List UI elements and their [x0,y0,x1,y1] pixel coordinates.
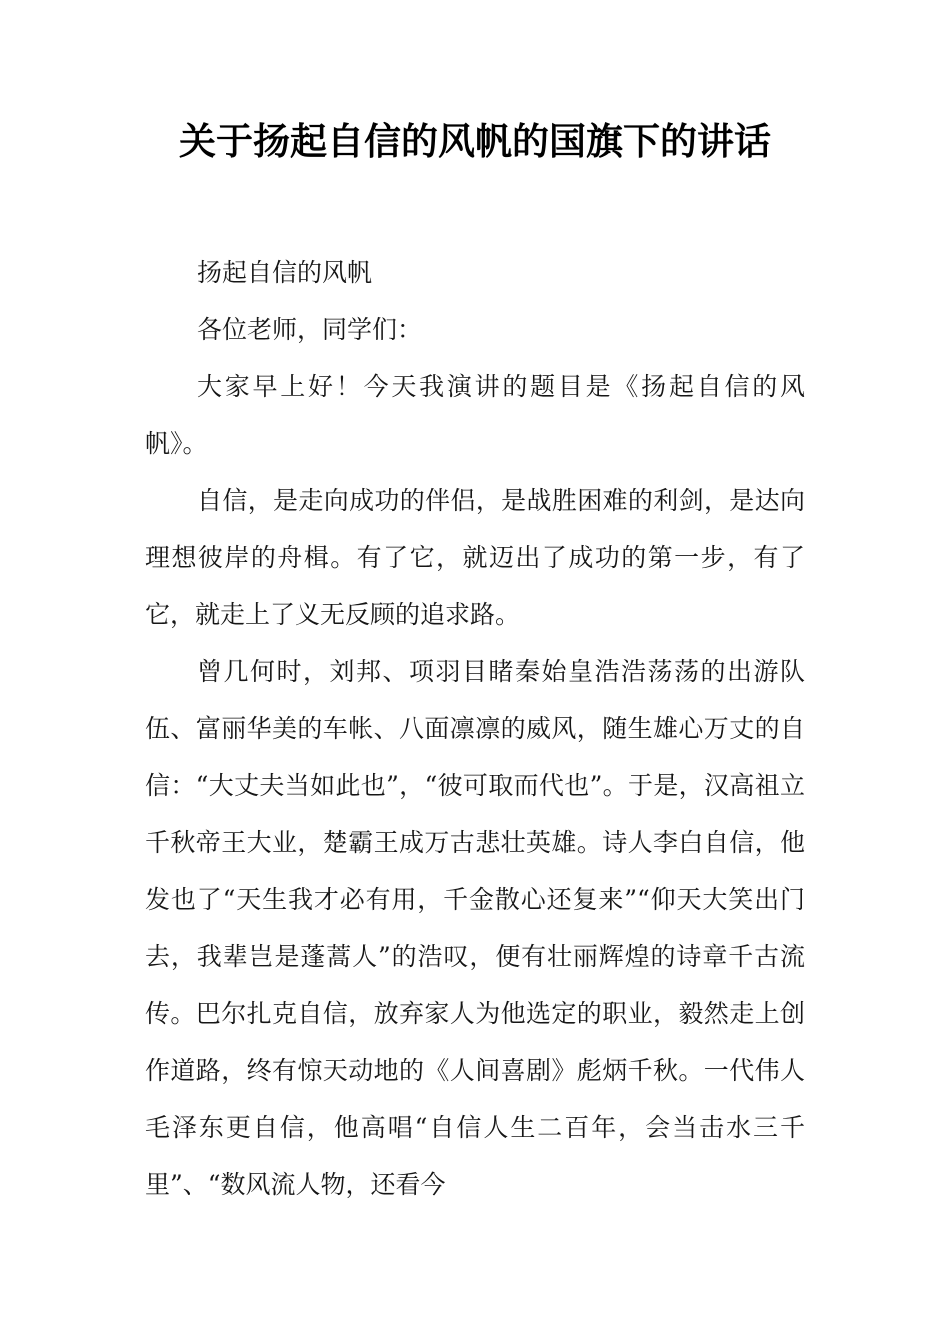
document-body [145,244,805,1213]
document-title: 关于扬起自信的风帆的国旗下的讲话 [179,120,771,163]
salutation: 各位老师，同学们： [197,315,423,344]
paragraph-confidence: 自信，是走向成功的伴侣，是战胜困难的利剑，是达向理想彼岸的舟楫。有了它，就迈出了成功的第一步，有了它，就走上了义无反顾的追求路。 [145,486,805,629]
paragraph-historical-examples: 曾几何时，刘邦、项羽目睹秦始皇浩浩荡荡的出游队伍、富丽华美的车帐、八面凛凛的威风，随生雄心万丈的自信：“大丈夫当如此也”，“彼可取而代也”。于是，汉高祖立千秋帝王大业，楚霸王成万古悲壮英雄。诗人李白自信，他发也了“天生我才必有用，千金散心还复来”“仰天大笑出门去，我辈岂是蓬蒿人”的浩叹，便有壮丽辉煌的诗章千古流传。巴尔扎克自信，放弃家人为他选定的职业，毅然走上创作道路，终有惊天动地的《人间喜剧》彪炳千秋。一代伟人毛泽东更自信，他高唱“自信人生二百年，会当击水三千里”、“数风流人物，还看今 [145,657,805,1199]
paragraph-greeting: 大家早上好！今天我演讲的题目是《扬起自信的风帆》。 [145,372,805,458]
speech-subtitle: 扬起自信的风帆 [197,258,373,287]
